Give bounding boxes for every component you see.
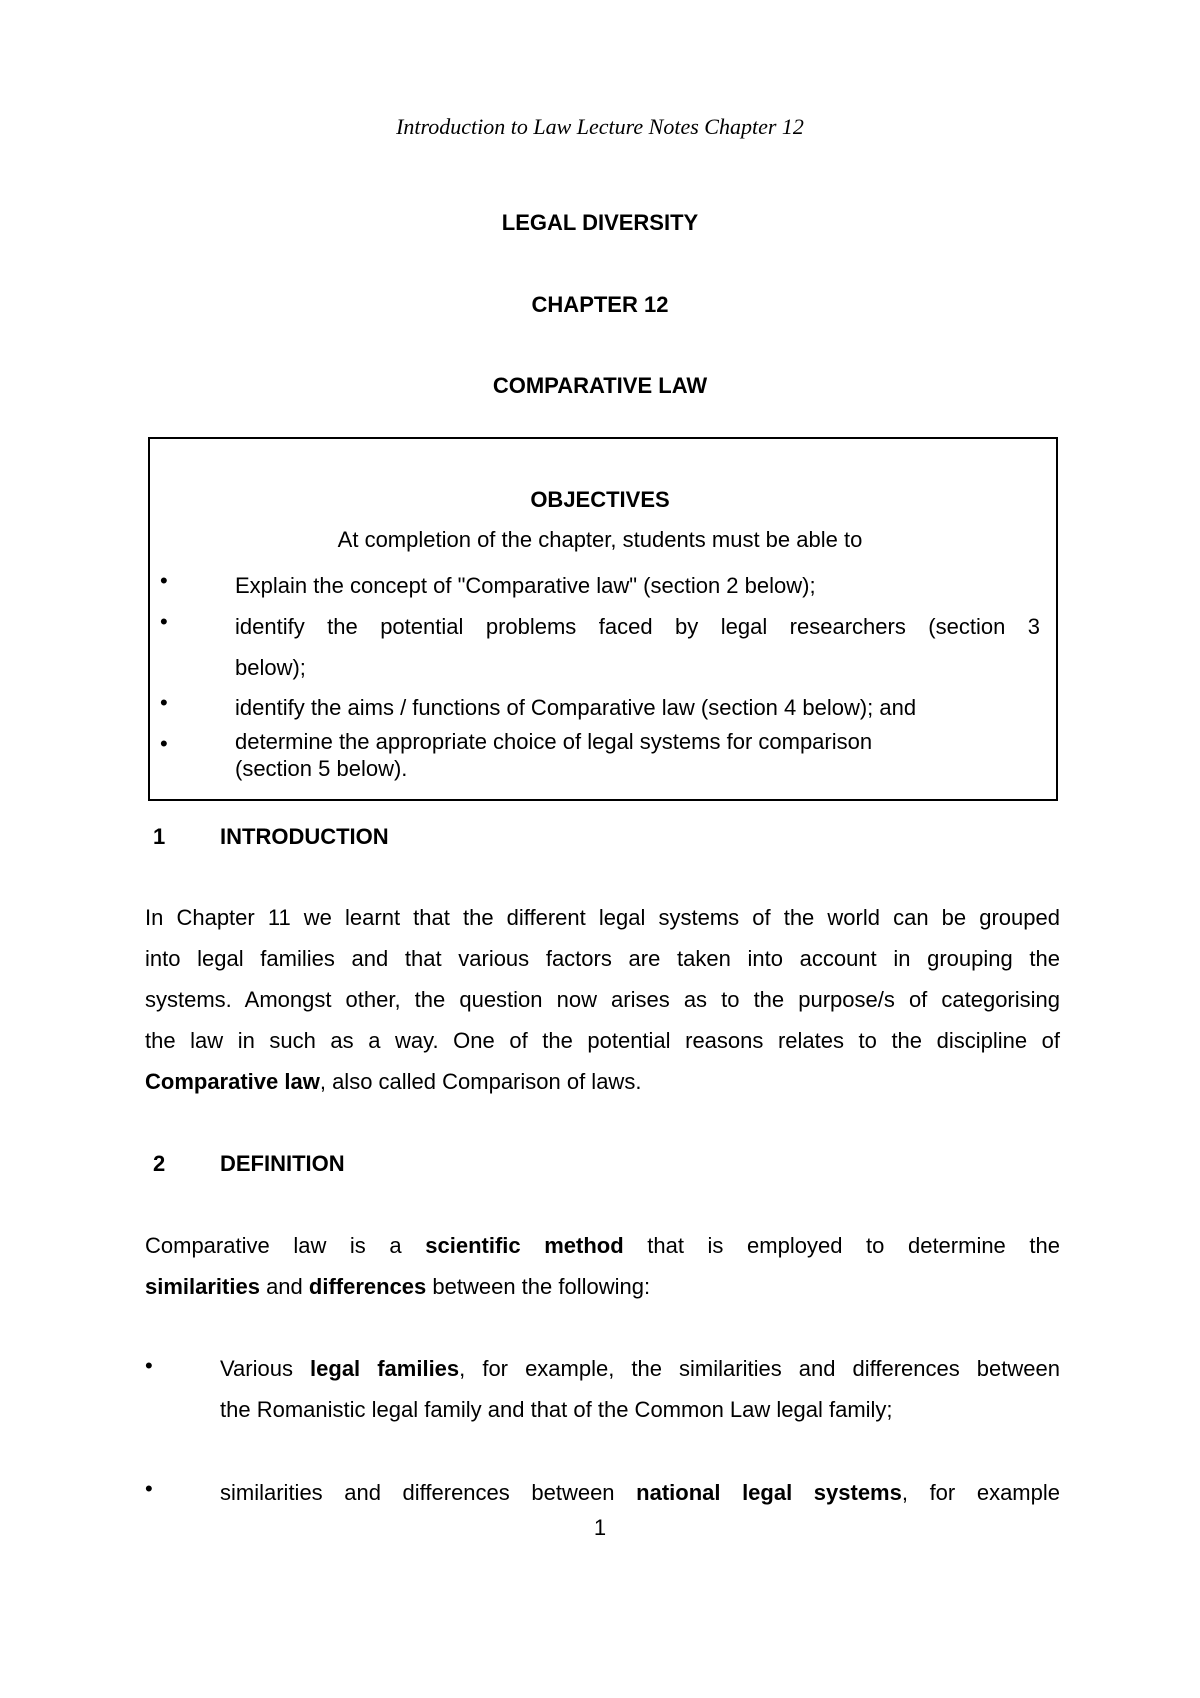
chapter-heading: CHAPTER 12 (531, 292, 669, 317)
bold-term: Comparative law (145, 1069, 320, 1094)
definition-list-item (220, 1348, 1060, 1430)
objectives-title: OBJECTIVES (530, 487, 670, 512)
paragraph-text: that is employed to determine the (623, 1233, 1060, 1258)
document-title: LEGAL DIVERSITY (501, 210, 699, 235)
paragraph-line (220, 1472, 1060, 1513)
bold-term: national legal systems (636, 1480, 902, 1505)
objective-item: identify the potential problems faced by legal researchers (section 3 (235, 614, 1040, 639)
bullet-icon: • (160, 609, 168, 634)
paragraph-text: , also called Comparison of laws. (319, 1069, 642, 1094)
bold-term: scientific method (425, 1233, 624, 1258)
paragraph-line (145, 1225, 1060, 1266)
paragraph-text: similarities and differences between (220, 1480, 637, 1505)
bullet-icon: • (160, 731, 168, 756)
section-title: DEFINITION (220, 1151, 345, 1176)
paragraph-text: between the following: (426, 1274, 651, 1299)
bold-term: legal families (310, 1356, 460, 1381)
paragraph-line: the law in such as a way. One of the potential reasons relates to the discipline of (145, 1028, 1060, 1053)
paragraph-text: Comparative law is a (145, 1233, 426, 1258)
definition-paragraph (145, 1225, 1060, 1307)
bold-term: differences (308, 1274, 427, 1299)
objectives-intro: At completion of the chapter, students must be able to (337, 527, 863, 552)
bullet-icon: • (145, 1353, 153, 1378)
paragraph-line (145, 1061, 1060, 1102)
paragraph-text: , for example (901, 1480, 1060, 1505)
paragraph-line (145, 1266, 1060, 1307)
paragraph-text: Various (220, 1356, 311, 1381)
paragraph-text: , for example, the similarities and differences between (459, 1356, 1060, 1381)
section-number: 1 (153, 824, 166, 849)
objective-item: identify the aims / functions of Comparative law (section 4 below); and (235, 695, 917, 720)
paragraph-text: and (259, 1274, 309, 1299)
paragraph-line: systems. Amongst other, the question now arises as to the purpose/s of categorising (145, 987, 1060, 1012)
definition-list-item (220, 1472, 1060, 1513)
objective-item: determine the appropriate choice of legal systems for comparison (235, 729, 873, 754)
bullet-icon: • (145, 1476, 153, 1501)
paragraph-line: the Romanistic legal family and that of the Common Law legal family; (220, 1397, 893, 1422)
objective-item-continued: below); (235, 655, 306, 680)
running-header: Introduction to Law Lecture Notes Chapter 12 (396, 114, 804, 139)
page-number: 1 (593, 1515, 607, 1540)
objective-item-continued: (section 5 below). (235, 756, 408, 781)
objective-item: Explain the concept of "Comparative law" (section 2 below); (235, 573, 816, 598)
section-number: 2 (153, 1151, 166, 1176)
bullet-icon: • (160, 568, 168, 593)
paragraph-line (220, 1348, 1060, 1389)
paragraph-line: In Chapter 11 we learnt that the different legal systems of the world can be grouped (145, 905, 1060, 930)
section-title: INTRODUCTION (220, 824, 389, 849)
bullet-icon: • (160, 690, 168, 715)
introduction-paragraph (145, 897, 1060, 1102)
bold-term: similarities (145, 1274, 260, 1299)
paragraph-line: into legal families and that various factors are taken into account in grouping the (145, 946, 1060, 971)
subject-heading: COMPARATIVE LAW (492, 373, 708, 398)
